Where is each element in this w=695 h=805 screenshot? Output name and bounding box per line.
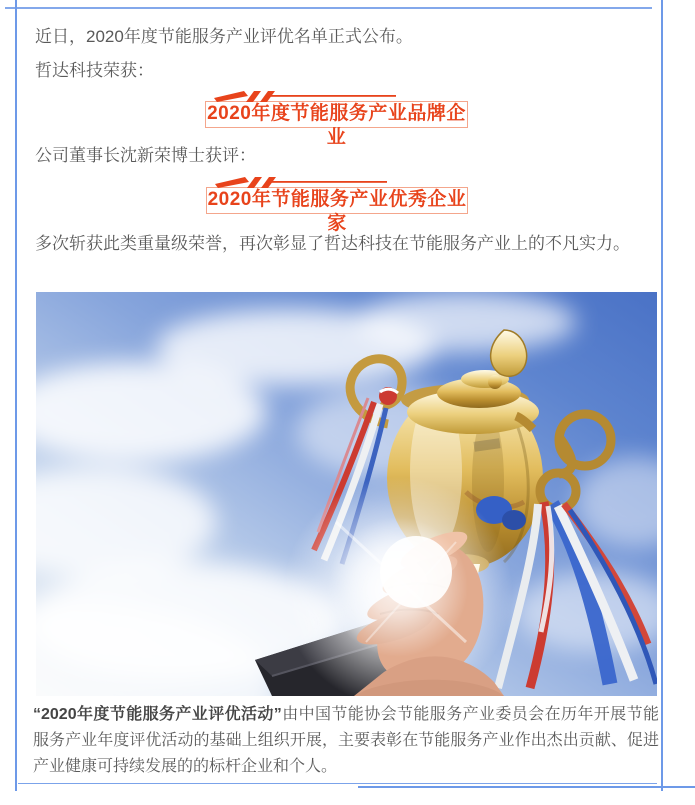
top-divider-line xyxy=(5,7,652,9)
footer-paragraph xyxy=(33,702,659,780)
summary-paragraph: 多次斩获此类重量级荣誉，再次彰显了哲达科技在节能服务产业上的不凡实力。 xyxy=(35,234,630,253)
intro-paragraph: 近日，2020年度节能服务产业评优名单正式公布。 xyxy=(35,27,413,46)
trophy-photo[interactable] xyxy=(36,292,657,696)
left-border-line xyxy=(15,0,17,791)
trophy-photo-illustration xyxy=(36,292,657,696)
footer-description: 由中国节能协会节能服务产业委员会在历年开展节能服务产业年度评优活动的基础上组织开展，主要表彰在节能服务产业作出杰出贡献、促进产业健康可持续发展的的标杆企业和个人。 xyxy=(33,706,659,775)
red-speed-stripes-icon xyxy=(208,89,403,103)
bottom-divider-line-2 xyxy=(358,786,695,788)
footer-activity-name: “2020年度节能服务产业评优活动” xyxy=(33,706,282,723)
company-award-badge xyxy=(205,101,468,148)
bottom-divider-line xyxy=(18,783,657,784)
company-award-lead: 哲达科技荣获： xyxy=(35,61,154,80)
right-border-line xyxy=(661,0,663,791)
red-speed-stripes-icon xyxy=(209,175,404,189)
company-award-badge-label: 2020年度节能服务产业品牌企业 xyxy=(207,103,466,148)
chairman-award-badge xyxy=(206,187,468,234)
chairman-award-lead: 公司董事长沈新荣博士获评： xyxy=(35,146,256,165)
chairman-award-badge-label: 2020年节能服务产业优秀企业家 xyxy=(207,189,467,234)
